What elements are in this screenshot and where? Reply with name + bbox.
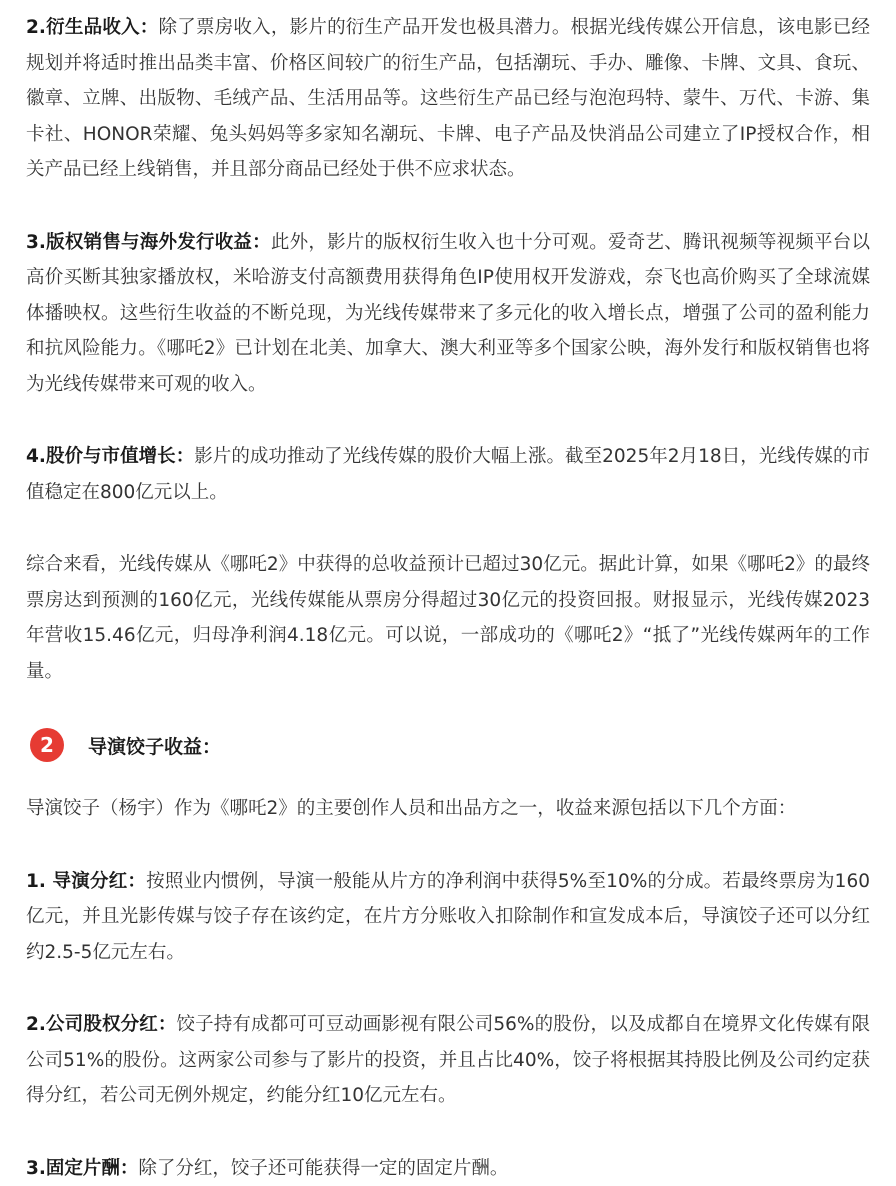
- paragraph-label: 3.版权销售与海外发行收益：: [26, 232, 271, 253]
- paragraph-text: 除了分红，饺子还可能获得一定的固定片酬。: [138, 1158, 508, 1179]
- paragraph-text: 按照业内惯例，导演一般能从片方的净利润中获得5%至10%的分成。若最终票房为160亿元，并且光影传媒与饺子存在该约定，在片方分账收入扣除制作和宣发成本后，导演饺子还可以分红约2.5-5亿元左右。: [26, 871, 870, 963]
- paragraph-text: 影片的成功推动了光线传媒的股价大幅上涨。截至2025年2月18日，光线传媒的市值稳定在800亿元以上。: [26, 446, 870, 503]
- paragraph-label: 1. 导演分红：: [26, 871, 146, 892]
- paragraph-stock-market-value: [26, 439, 870, 510]
- section-heading: [26, 723, 870, 767]
- paragraph-derivatives-income: [26, 0, 870, 188]
- paragraph-label: 3.固定片酬：: [26, 1158, 138, 1179]
- paragraph-text: 综合来看，光线传媒从《哪吒2》中获得的总收益预计已超过30亿元。据此计算，如果《哪吒2》的最终票房达到预测的160亿元，光线传媒能从票房分得超过30亿元的投资回报。财报显示，光线传媒2023年营收15.46亿元，归母净利润4.18亿元。可以说，一部成功的《哪吒2》“抵了”光线传媒两年的工作量。: [26, 554, 870, 682]
- paragraph-fixed-fee: [26, 1151, 870, 1186]
- paragraph-text: 饺子持有成都可可豆动画影视有限公司56%的股份，以及成都自在境界文化传媒有限公司51%的股份。这两家公司参与了影片的投资，并且占比40%，饺子将根据其持股比例及公司约定获得分红，若公司无例外规定，约能分红10亿元左右。: [26, 1014, 870, 1106]
- paragraph-label: 2.衍生品收入：: [26, 17, 159, 38]
- paragraph-text: 导演饺子（杨宇）作为《哪吒2》的主要创作人员和出品方之一，收益来源包括以下几个方面：: [26, 798, 796, 819]
- paragraph-text: 除了票房收入，影片的衍生产品开发也极具潜力。根据光线传媒公开信息，该电影已经规划并将适时推出品类丰富、价格区间较广的衍生产品，包括潮玩、手办、雕像、卡牌、文具、食玩、徽章、立牌、出版物、毛绒产品、生活用品等。这些衍生产品已经与泡泡玛特、蒙牛、万代、卡游、集卡社、HONOR荣耀、兔头妈妈等多家知名潮玩、卡牌、电子产品及快消品公司建立了IP授权合作，相关产品已经上线销售，并且部分商品已经处于供不应求状态。: [26, 17, 870, 180]
- paragraph-label: 2.公司股权分红：: [26, 1014, 177, 1035]
- paragraph-equity-dividend: [26, 1007, 870, 1114]
- section-title: 导演饺子收益：: [88, 732, 221, 759]
- paragraph-summary: [26, 547, 870, 689]
- paragraph-text: 此外，影片的版权衍生收入也十分可观。爱奇艺、腾讯视频等视频平台以高价买断其独家播放权，米哈游支付高额费用获得角色IP使用权开发游戏，奈飞也高价购买了全球流媒体播映权。这些衍生收益的不断兑现，为光线传媒带来了多元化的收入增长点，增强了公司的盈利能力和抗风险能力。《哪吒2》已计划在北美、加拿大、澳大利亚等多个国家公映，海外发行和版权销售也将为光线传媒带来可观的收入。: [26, 232, 870, 395]
- paragraph-director-intro: [26, 791, 870, 827]
- paragraph-label: 4.股价与市值增长：: [26, 446, 194, 467]
- section-number-badge: 2: [30, 728, 64, 762]
- paragraph-copyright-overseas: [26, 225, 870, 403]
- paragraph-director-bonus: [26, 864, 870, 971]
